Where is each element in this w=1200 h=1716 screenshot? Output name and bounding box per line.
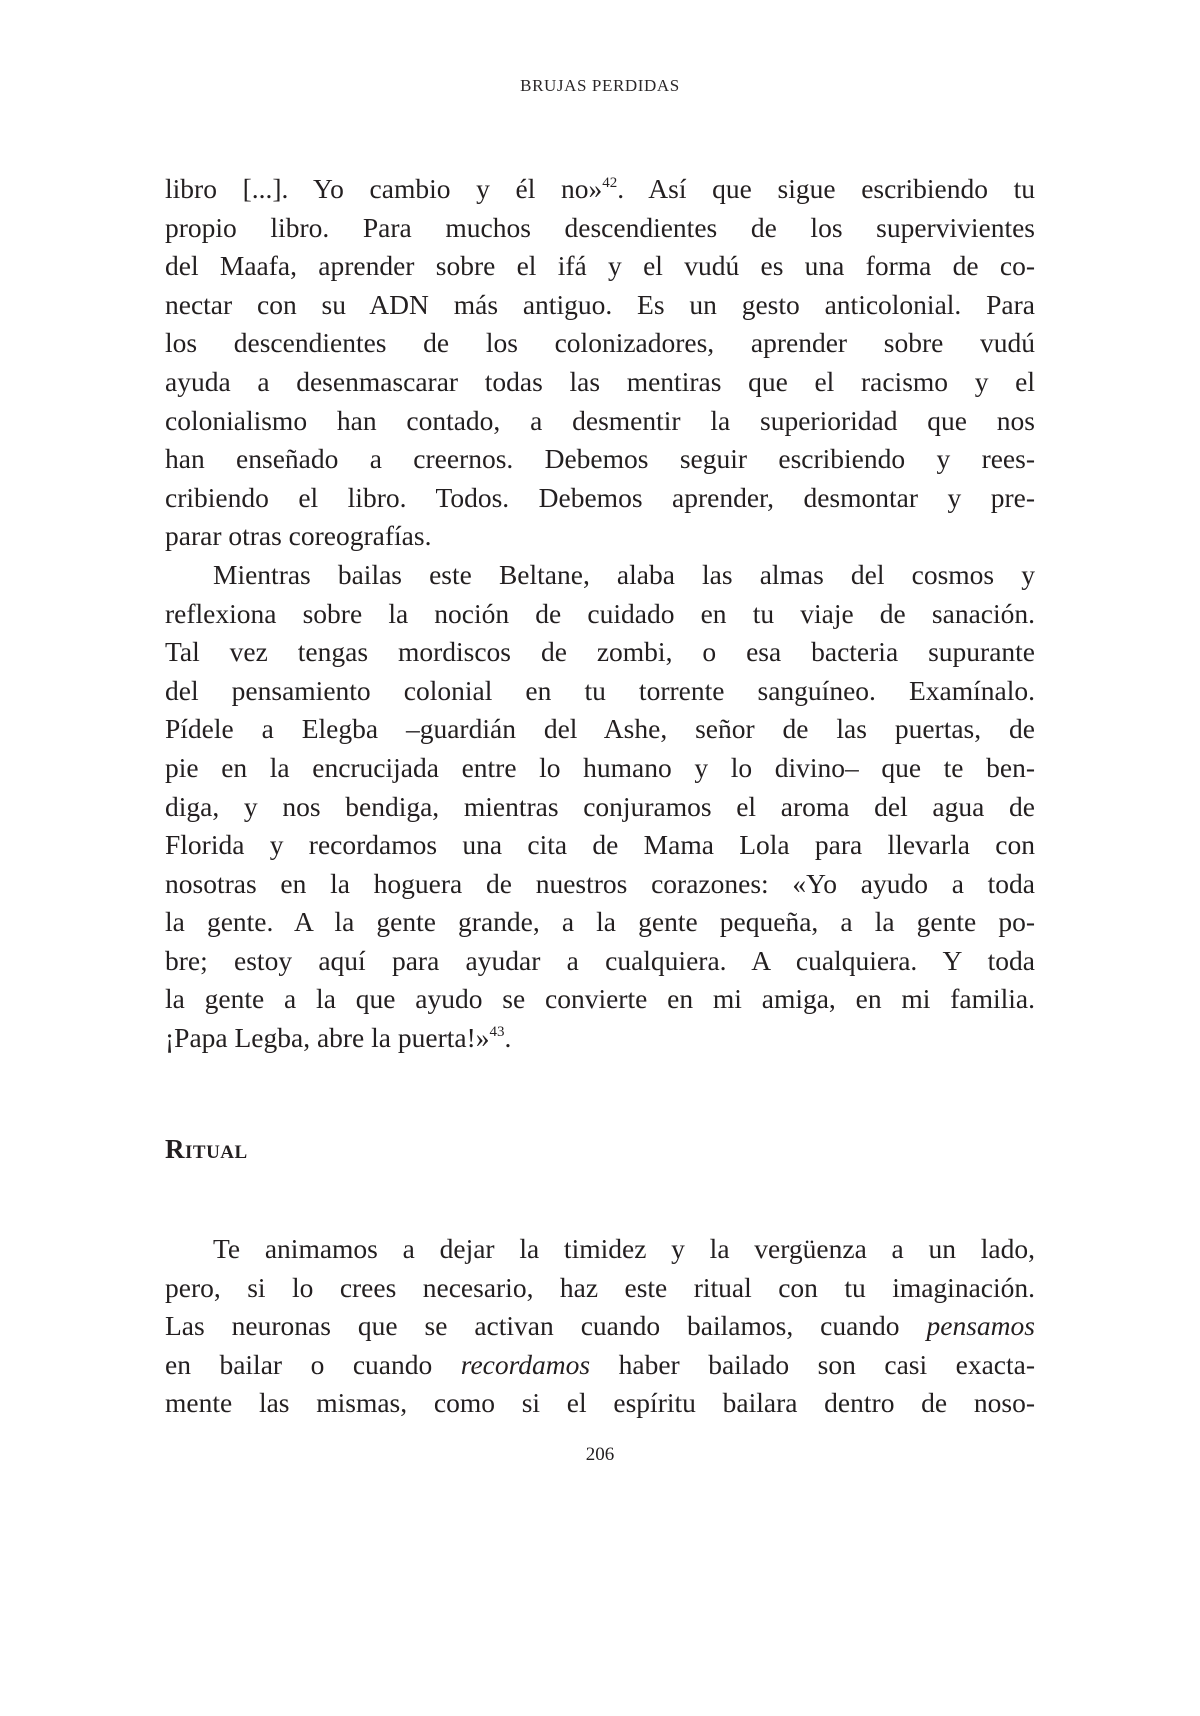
text-run: parar otras coreografías. <box>165 520 432 552</box>
text-run: colonialismo han contado, a desmentir la superioridad que nos <box>165 404 1035 436</box>
text-line <box>165 324 1035 363</box>
text-run: cribiendo el libro. Todos. Debemos aprender, desmontar y pre- <box>165 481 1035 513</box>
text-line <box>165 1307 1035 1346</box>
text-line <box>165 633 1035 672</box>
text-run: diga, y nos bendiga, mientras conjuramos el aroma del agua de <box>165 790 1035 822</box>
text-run: . <box>504 1022 512 1054</box>
text-line <box>165 363 1035 402</box>
text-line <box>165 710 1035 749</box>
text-line <box>165 479 1035 518</box>
text-run: la gente. A la gente grande, a la gente pequeña, a la gente po- <box>165 906 1035 938</box>
text-line <box>165 247 1035 286</box>
text-run: Te animamos a dejar la timidez y la vergüenza a un lado, <box>213 1233 1035 1264</box>
text-run: los descendientes de los colonizadores, aprender sobre vudú <box>165 327 1035 359</box>
text-run: la gente a la que ayudo se convierte en mi amiga, en mi familia. <box>165 983 1035 1015</box>
text-line <box>165 170 1035 209</box>
text-line <box>165 826 1035 865</box>
text-line <box>165 865 1035 904</box>
text-run: Mientras bailas este Beltane, alaba las almas del cosmos y <box>213 558 1035 590</box>
text-run: ayuda a desenmascarar todas las mentiras que el racismo y el <box>165 365 1035 397</box>
text-line <box>165 595 1035 634</box>
emphasis-text: pensamos <box>926 1310 1035 1342</box>
text-run: pie en la encrucijada entre lo humano y lo divino– que te ben- <box>165 751 1035 783</box>
text-run: nectar con su ADN más antiguo. Es un gesto anticolonial. Para <box>165 288 1035 320</box>
text-line <box>165 440 1035 479</box>
text-line <box>165 209 1035 248</box>
text-line <box>165 942 1035 981</box>
body-text-block-2 <box>165 1230 1035 1423</box>
text-run: Florida y recordamos una cita de Mama Lola para llevarla con <box>165 829 1035 861</box>
emphasis-text: recordamos <box>460 1348 591 1380</box>
page-number: 206 <box>585 1444 615 1465</box>
text-line <box>165 286 1035 325</box>
section-heading: Ritual <box>165 1134 248 1164</box>
text-line <box>165 903 1035 942</box>
text-line <box>165 517 1035 556</box>
text-run: Pídele a Elegba –guardián del Ashe, señor de las puertas, de <box>165 713 1035 745</box>
text-line <box>165 788 1035 827</box>
text-run: en bailar o cuando <box>165 1348 461 1380</box>
text-run: reflexiona sobre la noción de cuidado en tu viaje de sanación. <box>165 597 1035 629</box>
text-line <box>165 672 1035 711</box>
text-run: mente las mismas, como si el espíritu bailara dentro de noso- <box>165 1387 1035 1419</box>
text-run: nosotras en la hoguera de nuestros corazones: «Yo ayudo a toda <box>165 867 1035 899</box>
text-run: Tal vez tengas mordiscos de zombi, o esa bacteria supurante <box>165 636 1035 668</box>
text-run: del Maafa, aprender sobre el ifá y el vudú es una forma de co- <box>165 250 1035 282</box>
text-run: del pensamiento colonial en tu torrente sanguíneo. Examínalo. <box>165 674 1035 706</box>
text-line <box>165 402 1035 441</box>
text-line <box>165 1269 1035 1308</box>
text-line <box>165 1019 1035 1058</box>
text-run: pero, si lo crees necesario, haz este ritual con tu imaginación. <box>165 1271 1035 1303</box>
text-run: Las neuronas que se activan cuando bailamos, cuando <box>165 1310 927 1342</box>
text-run: libro [...]. Yo cambio y él no» <box>165 173 603 204</box>
text-line <box>165 980 1035 1019</box>
footnote-reference: 43 <box>489 1024 505 1041</box>
text-line <box>165 1346 1035 1385</box>
text-run: bre; estoy aquí para ayudar a cualquiera. A cualquiera. Y toda <box>165 944 1035 976</box>
text-run: ¡Papa Legba, abre la puerta!» <box>165 1022 490 1054</box>
text-line <box>165 1230 1035 1269</box>
text-line <box>165 556 1035 595</box>
text-line <box>165 749 1035 788</box>
running-head: BRUJAS PERDIDAS <box>520 76 680 95</box>
text-run: han enseñado a creernos. Debemos seguir escribiendo y rees- <box>165 443 1035 475</box>
body-text-block-1 <box>165 170 1035 1058</box>
text-run: . Así que sigue escribiendo tu <box>617 173 1035 204</box>
footnote-reference: 42 <box>602 175 618 191</box>
text-run: propio libro. Para muchos descendientes de los supervivientes <box>165 211 1035 243</box>
text-line <box>165 1384 1035 1423</box>
text-run: haber bailado son casi exacta- <box>590 1348 1036 1380</box>
